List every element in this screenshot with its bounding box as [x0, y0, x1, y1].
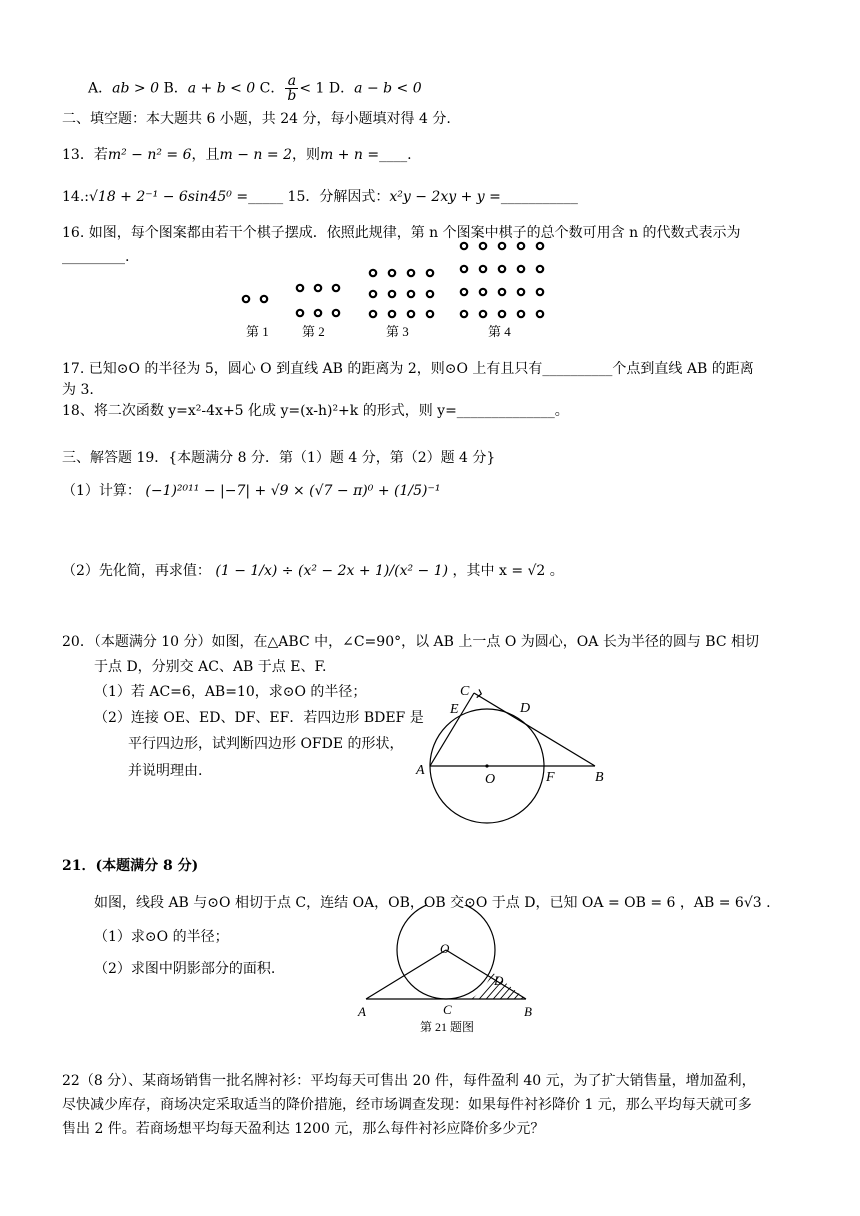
q14-15 [62, 188, 578, 206]
q20-label-c: C [460, 684, 470, 699]
pattern-4 [461, 243, 543, 317]
q13-expr3: m + n = [319, 147, 380, 163]
option-c-num: a [287, 73, 297, 89]
option-d-label: D． [328, 80, 355, 97]
pattern-1 [243, 296, 267, 302]
q16-text: 16. 如图，每个图案都由若干个棋子摆成．依照此规律，第 n 个图案中棋子的总个数可用含 n 的代数式表示为 [62, 225, 741, 241]
q18: 18、将二次函数 y=x²-4x+5 化成 y=(x-h)²+k 的形式，则 y=______________。 [62, 403, 569, 419]
option-b-label: B． [163, 80, 188, 97]
option-d-expr: a − b < 0 [354, 80, 422, 97]
q13-mid2: ，则 [291, 147, 320, 163]
q20-label-d: D [520, 701, 531, 716]
q21-label-d: D [494, 973, 504, 988]
q14-expr: √18 + 2⁻¹ − 6sin45⁰ = [88, 189, 249, 205]
q15-expr: x²y − 2xy + y = [389, 189, 501, 205]
pattern-label-1: 第 1 [246, 324, 269, 339]
option-c-fraction [285, 74, 298, 103]
q21-label-a: A [358, 1004, 366, 1019]
q19-2-prefix: （2）先化简，再求值： [62, 563, 211, 579]
option-b-expr: a + b < 0 [187, 80, 256, 97]
q21-sub1: （1）求⊙O 的半径； [94, 929, 229, 945]
pattern-label-3: 第 3 [386, 324, 409, 339]
pattern-label-2: 第 2 [302, 324, 325, 339]
option-a-label: A． [88, 80, 113, 97]
q13 [62, 146, 412, 164]
option-c-den: b [287, 88, 297, 104]
q22-line2: 尽快减少库存，商场决定采取适当的降价措施，经市场调查发现：如果每件衬衫降价 1 元，那么平均每天就可多 [62, 1097, 752, 1113]
q21-label-b: B [524, 1004, 532, 1019]
q20-label-e: E [450, 702, 459, 717]
q20-sub2b: 平行四边形，试判断四边形 OFDE 的形状， [128, 736, 404, 752]
q21-label-o: O [440, 941, 450, 956]
q13-expr1: m² − n² = 6 [107, 147, 192, 163]
q20-line2: 于点 D，分别交 AC、AB 于点 E、F. [94, 659, 327, 675]
option-c-label: C． [259, 80, 285, 97]
q20-label-a: A [416, 763, 425, 778]
q21-caption: 第 21 题图 [420, 1020, 475, 1034]
q21-figure [350, 905, 550, 1035]
option-c-rest: < 1 [299, 80, 325, 97]
q13-expr2: m − n = 2 [219, 147, 292, 163]
pattern-label-4: 第 4 [488, 324, 511, 339]
q19-2 [62, 562, 564, 580]
q21-text: 如图，线段 AB 与⊙O 相切于点 C，连结 OA，OB，OB 交⊙O 于点 D，已知 OA = OB = 6 ，AB = 6√3 . [94, 895, 771, 911]
q22-line3: 售出 2 件。若商场想平均每天盈利达 1200 元，那么每件衬衫应降价多少元？ [62, 1121, 545, 1137]
q20-sub2c: 并说明理由. [128, 763, 203, 779]
q16-figure [0, 236, 860, 346]
section2-heading: 二、填空题：本大题共 6 小题，共 24 分，每小题填对得 4 分. [62, 111, 451, 127]
pattern-2 [297, 285, 339, 316]
q19-1-prefix: （1）计算： [62, 483, 141, 499]
q20-sub2a: （2）连接 OE、ED、DF、EF．若四边形 BDEF 是 [94, 710, 424, 726]
q19-1 [62, 482, 440, 500]
q20-line-cb [474, 693, 595, 766]
q20-figure [410, 680, 630, 850]
q20-sub1: （1）若 AC=6，AB=10，求⊙O 的半径； [94, 684, 367, 700]
section3-heading: 三、解答题 19．{本题满分 8 分．第（1）题 4 分，第（2）题 4 分} [62, 450, 496, 466]
q20-label-f: F [546, 770, 555, 785]
q20-label-b: B [595, 770, 604, 785]
q14-blank: _____ [248, 189, 284, 205]
q19-1-expr: (−1)²⁰¹¹ − |−7| + √9 × (√7 − π)⁰ + (1/5)⁻¹ [145, 483, 441, 499]
q16-blank: _________. [62, 249, 130, 265]
q15-prefix: 15．分解因式： [287, 189, 390, 205]
q21-sub2: （2）求图中阴影部分的面积. [94, 961, 276, 977]
q20-center-dot [485, 764, 488, 767]
q17-line2: 为 3. [62, 382, 94, 398]
q14-prefix: 14.: [62, 189, 89, 205]
q13-end: . [407, 147, 412, 163]
q13-mid: ，且 [191, 147, 220, 163]
q21-line-oa [366, 950, 446, 999]
q21-label-c: C [443, 1002, 452, 1017]
q15-blank: ___________ [500, 189, 578, 205]
q19-2-expr: (1 − 1/x) ÷ (x² − 2x + 1)/(x² − 1) [215, 563, 449, 579]
option-a-expr: ab > 0 [112, 80, 159, 97]
q20-line1: 20．（本题满分 10 分）如图，在△ABC 中，∠C=90°，以 AB 上一点 O 为圆心，OA 长为半径的圆与 BC 相切 [62, 634, 759, 650]
q21-heading: 21．(本题满分 8 分) [62, 858, 199, 874]
q19-2-suffix: ，其中 x = √2 。 [452, 563, 564, 579]
q12-options [88, 74, 422, 103]
q20-label-o: O [485, 772, 496, 787]
q22-line1: 22（8 分）、某商场销售一批名牌衬衫：平均每天可售出 20 件，每件盈利 40 元，为了扩大销售量，增加盈利， [62, 1073, 756, 1089]
q13-prefix: 13．若 [62, 147, 108, 163]
pattern-3 [370, 270, 433, 317]
q17-line1: 17. 已知⊙O 的半径为 5，圆心 O 到直线 AB 的距离为 2，则⊙O 上有且只有__________个点到直线 AB 的距离 [62, 361, 754, 377]
q13-blank: ____ [379, 147, 408, 163]
